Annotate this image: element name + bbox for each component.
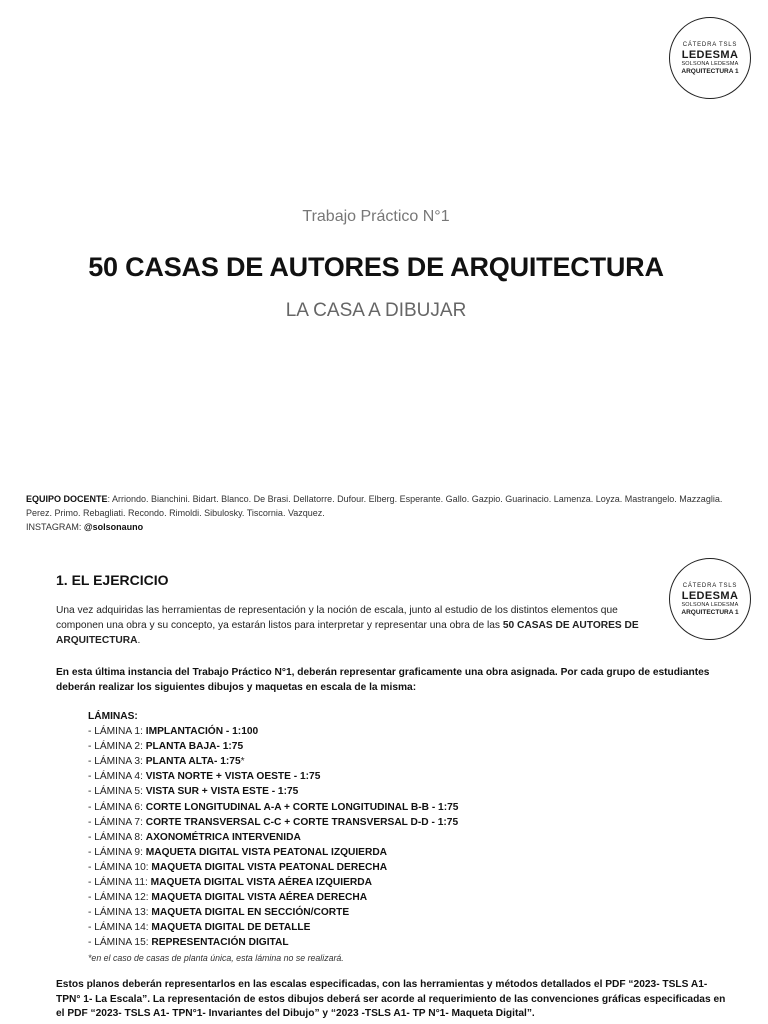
- lamina-item: - LÁMINA 12: MAQUETA DIGITAL VISTA AÉREA DERECHA: [88, 892, 368, 904]
- seal-line-2: LEDESMA: [681, 48, 739, 61]
- seal-line-1: CÁTEDRA TSLS: [682, 41, 738, 48]
- laminas-list: [88, 709, 688, 966]
- lamina-item: - LÁMINA 5: VISTA SUR + VISTA ESTE - 1:75: [88, 786, 299, 798]
- intro-text: Una vez adquiridas las herramientas de representación y la noción de escala, junto al estudio de los distintos elementos que componen una obra y su concepto, ya estarán listos para interpretar y representar una obra de las: [56, 605, 618, 631]
- document-subtitle: Trabajo Práctico N°1: [302, 208, 450, 225]
- team-members: : Arriondo. Bianchini. Bidart. Blanco. De Brasi. Dellatorre. Dufour. Elberg. Esperante. Gallo. Gazpio. Guarinacio. Lamenza. Loyza. Mastrangelo. Mazzaglia. Perez. Primo. Rebagliati. Recondo. Rimoldi. Sibulosky. Tiscornia. Vazquez.: [26, 494, 723, 518]
- lamina-item: - LÁMINA 8: AXONOMÉTRICA INTERVENIDA: [88, 831, 301, 843]
- team-label: EQUIPO DOCENTE: [26, 494, 108, 504]
- lamina-item: - LÁMINA 15: REPRESENTACIÓN DIGITAL: [88, 937, 289, 949]
- instagram-handle: @solsonauno: [83, 522, 144, 532]
- intro-paragraph: [56, 603, 661, 648]
- teaching-team: [26, 492, 742, 534]
- lamina-item: - LÁMINA 10: MAQUETA DIGITAL VISTA PEATONAL DERECHA: [88, 861, 388, 873]
- lamina-item: - LÁMINA 2: PLANTA BAJA- 1:75: [88, 741, 244, 753]
- instruction-paragraph: En esta última instancia del Trabajo Práctico N°1, deberán representar graficamente una obra asignada. Por cada grupo de estudiantes deberán realizar los siguientes dibujos y maquetas en escala de la misma:: [56, 667, 710, 693]
- lamina-item: - LÁMINA 9: MAQUETA DIGITAL VISTA PEATONAL IZQUIERDA: [88, 846, 388, 858]
- seal-line-2: LEDESMA: [681, 589, 739, 602]
- laminas-footnote: *en el caso de casas de planta única, esta lámina no se realizará.: [88, 952, 344, 963]
- seal-line-3: SOLSONA LEDESMA: [681, 601, 739, 608]
- section-heading: 1. EL EJERCICIO: [56, 572, 169, 588]
- lamina-item: - LÁMINA 13: MAQUETA DIGITAL EN SECCIÓN/CORTE: [88, 907, 350, 919]
- instagram-label: INSTAGRAM:: [26, 522, 84, 532]
- document-tagline: LA CASA A DIBUJAR: [285, 300, 467, 321]
- lamina-item: - LÁMINA 14: MAQUETA DIGITAL DE DETALLE: [88, 922, 311, 934]
- seal-line-3: SOLSONA LEDESMA: [681, 60, 739, 67]
- lamina-item: - LÁMINA 11: MAQUETA DIGITAL VISTA AÉREA IZQUIERDA: [88, 877, 372, 889]
- catedra-seal-logo-section: [669, 558, 751, 640]
- seal-line-1: CÁTEDRA TSLS: [682, 582, 738, 589]
- lamina-item: - LÁMINA 1: IMPLANTACIÓN - 1:100: [88, 726, 259, 738]
- document-title: 50 CASAS DE AUTORES DE ARQUITECTURA: [88, 252, 664, 282]
- seal-line-4: ARQUITECTURA 1: [681, 608, 739, 616]
- laminas-heading: LÁMINAS:: [88, 711, 138, 722]
- intro-end: .: [137, 635, 141, 646]
- lamina-item: - LÁMINA 7: CORTE TRANSVERSAL C-C + CORTE TRANSVERSAL D-D - 1:75: [88, 816, 459, 828]
- closing-paragraph: Estos planos deberán representarlos en las escalas especificadas, con las herramientas y métodos detallados el PDF “2023- TSLS A1- TPN° 1- La Escala”. La representación de estos dibujos deberá ser acorde al requerimiento de las convenciones gráficas especificadas en el PDF “2023- TSLS A1- TPN°1- Invariantes del Dibujo” y “2023 -TSLS A1- TP N°1- Maqueta Digital”.: [56, 979, 726, 1019]
- lamina-item: - LÁMINA 6: CORTE LONGITUDINAL A-A + CORTE LONGITUDINAL B-B - 1:75: [88, 801, 459, 813]
- intro-bold: 50 CASAS DE AUTORES DE ARQUITECTURA: [56, 620, 639, 646]
- catedra-seal-logo: [669, 17, 751, 99]
- lamina-item: - LÁMINA 3: PLANTA ALTA- 1:75*: [88, 756, 245, 768]
- seal-line-4: ARQUITECTURA 1: [681, 67, 739, 75]
- lamina-item: - LÁMINA 4: VISTA NORTE + VISTA OESTE - 1:75: [88, 771, 321, 783]
